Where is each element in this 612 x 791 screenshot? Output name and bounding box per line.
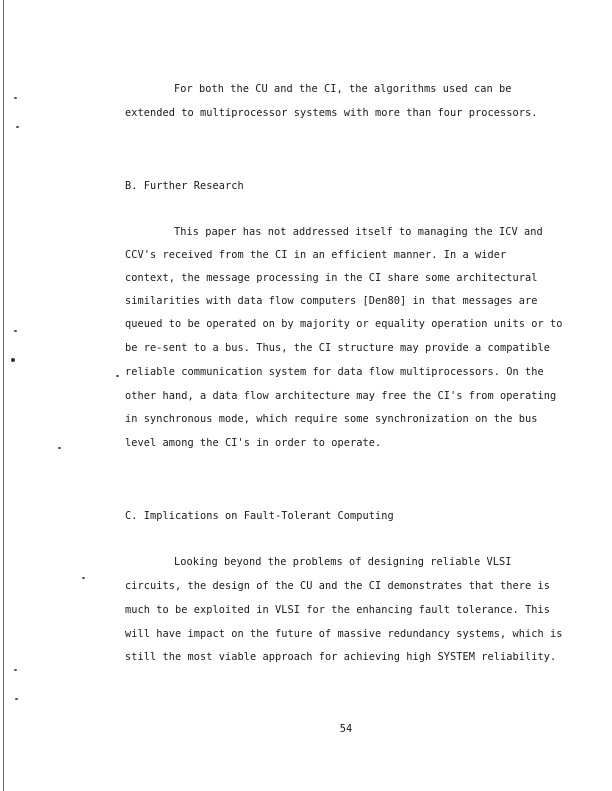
paragraph-line: circuits, the design of the CU and the CI demonstrates that there is: [125, 580, 550, 592]
scan-speck: [11, 358, 15, 362]
paragraph-line: extended to multiprocessor systems with more than four processors.: [125, 107, 538, 119]
paragraph-line: will have impact on the future of massive redundancy systems, which is: [125, 628, 563, 640]
paragraph-line: queued to be operated on by majority or equality operation units or to: [125, 318, 563, 330]
section-heading-further-research: B. Further Research: [125, 180, 244, 192]
scan-speck: [16, 126, 19, 128]
paragraph-line: reliable communication system for data flow multiprocessors. On the: [125, 366, 544, 378]
paragraph-line: in synchronous mode, which require some synchronization on the bus: [125, 413, 538, 425]
paragraph-line: This paper has not addressed itself to managing the ICV and: [174, 226, 543, 238]
paragraph-line: CCV's received from the CI in an efficient manner. In a wider: [125, 249, 507, 261]
paragraph-line: much to be exploited in VLSI for the enhancing fault tolerance. This: [125, 604, 550, 616]
paragraph-line: other hand, a data flow architecture may free the CI's from operating: [125, 390, 557, 402]
scan-speck: [14, 330, 17, 332]
paragraph-line: level among the CI's in order to operate.: [125, 437, 382, 449]
paragraph-line: For both the CU and the CI, the algorithms used can be: [174, 83, 512, 95]
paragraph-line: context, the message processing in the CI share some architectural: [125, 272, 538, 284]
scan-speck: [15, 698, 18, 700]
scan-speck: [82, 577, 85, 579]
paragraph-line: Looking beyond the problems of designing reliable VLSI: [174, 556, 512, 568]
page-number: 54: [339, 723, 353, 735]
scan-edge-line: [3, 0, 4, 791]
scan-speck: [116, 375, 119, 377]
paragraph-line: similarities with data flow computers [Den80] in that messages are: [125, 295, 538, 307]
paragraph-line: be re-sent to a bus. Thus, the CI structure may provide a compatible: [125, 342, 550, 354]
scan-speck: [14, 97, 17, 99]
paragraph-line: still the most viable approach for achieving high SYSTEM reliability.: [125, 651, 557, 663]
section-heading-implications: C. Implications on Fault-Tolerant Computing: [125, 510, 394, 522]
scan-speck: [14, 669, 17, 671]
scan-speck: [58, 447, 61, 449]
